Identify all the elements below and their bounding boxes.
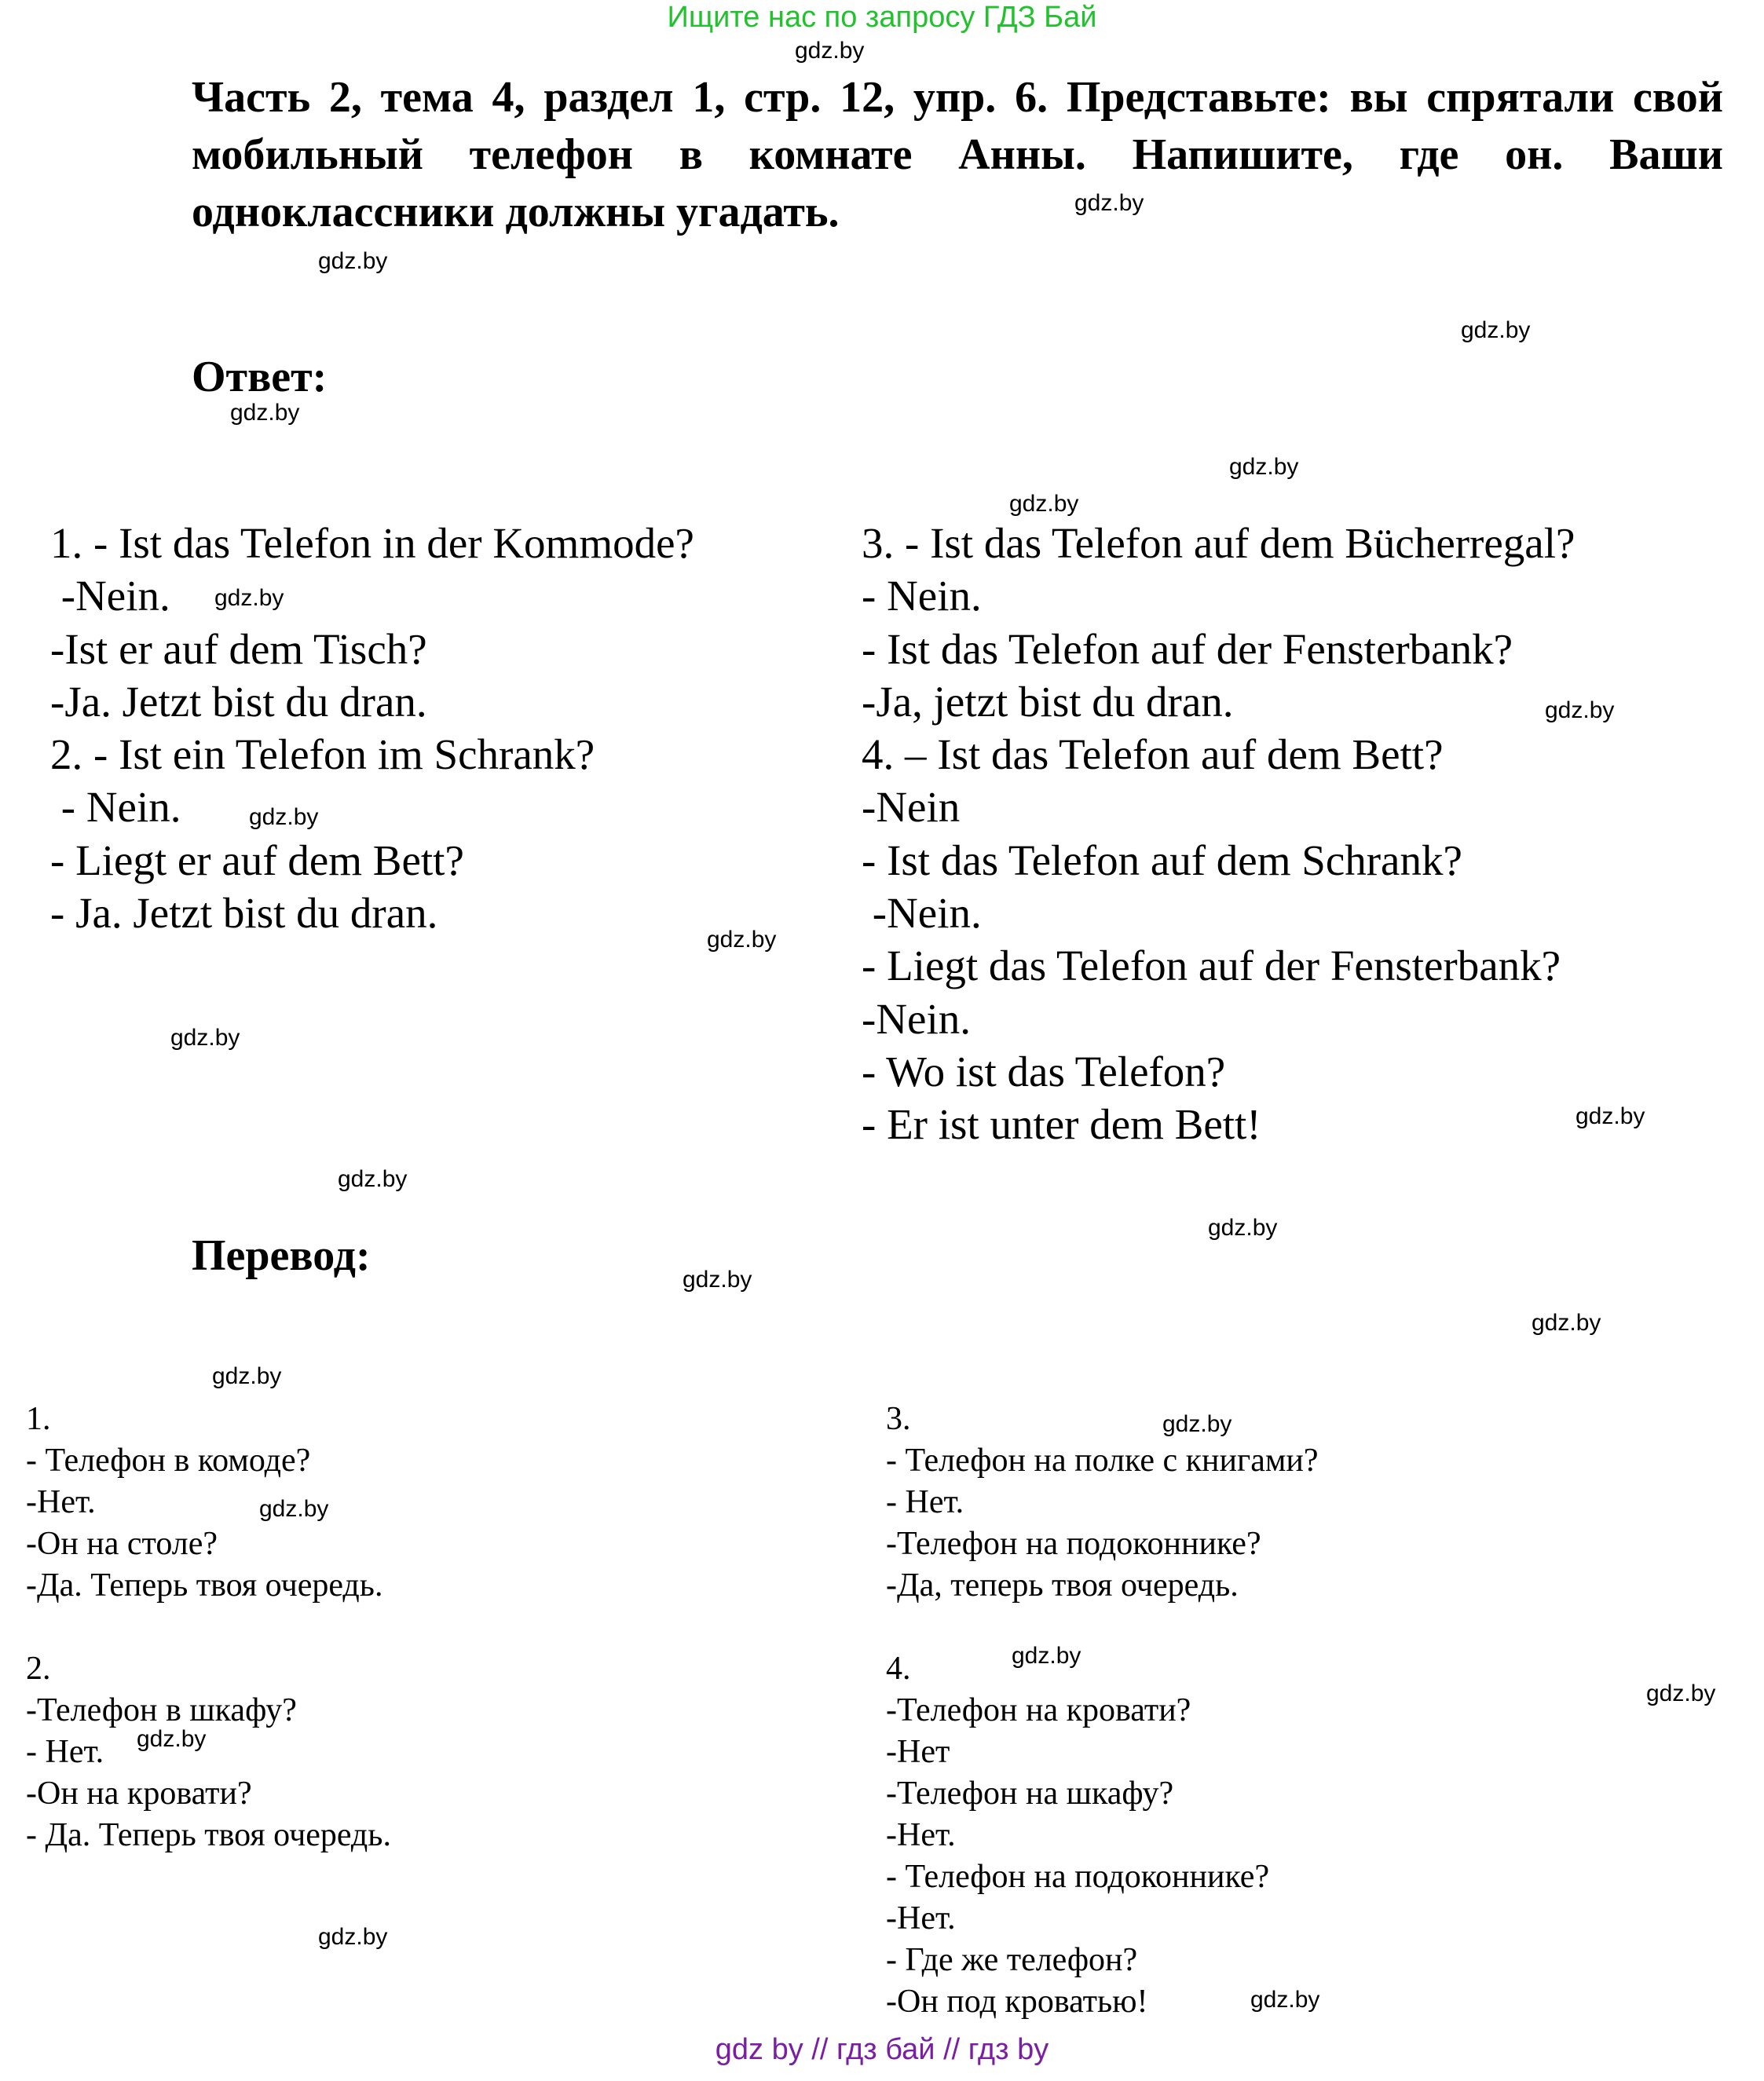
translation-line: - Да. Теперь твоя очередь. <box>26 1817 391 1853</box>
translation-line: - Нет. <box>26 1734 104 1770</box>
watermark: gdz.by <box>214 585 284 611</box>
watermark: gdz.by <box>170 1025 240 1051</box>
task-line: мобильный телефон в комнате Анны. Напишите, где он. Ваши <box>192 130 1723 179</box>
translation-line: 4. <box>886 1651 911 1687</box>
watermark: gdz.by <box>318 1924 388 1950</box>
watermark: gdz.by <box>1208 1215 1278 1241</box>
watermark: gdz.by <box>212 1363 282 1389</box>
watermark: gdz.by <box>338 1166 408 1192</box>
watermark: gdz.by <box>1461 317 1531 343</box>
answer-line: 1. - Ist das Telefon in der Kommode? <box>50 519 694 567</box>
watermark: gdz.by <box>1545 697 1615 723</box>
translation-line: -Телефон на шкафу? <box>886 1776 1174 1812</box>
answer-line: -Ja. Jetzt bist du dran. <box>50 677 427 726</box>
answer-line: - Nein. <box>50 783 181 832</box>
watermark: gdz.by <box>1576 1103 1645 1129</box>
translation-line: -Нет. <box>886 1900 956 1937</box>
watermark: gdz.by <box>1532 1310 1601 1336</box>
answer-line: -Ja, jetzt bist du dran. <box>862 677 1234 726</box>
translation-line: -Он на столе? <box>26 1526 218 1562</box>
translation-line: -Нет. <box>886 1817 956 1853</box>
answer-line: - Ist das Telefon auf der Fensterbank? <box>862 624 1513 673</box>
translation-spacer <box>26 1607 391 1648</box>
watermark: gdz.by <box>1074 190 1144 216</box>
site-banner[interactable]: Ищите нас по запросу ГДЗ Бай <box>667 1 1097 34</box>
watermark: gdz.by <box>249 804 319 830</box>
watermark: gdz.by <box>230 400 300 426</box>
answer-line: -Nein. <box>50 572 170 620</box>
watermark: gdz.by <box>1009 491 1079 517</box>
translation-line: - Нет. <box>886 1484 964 1520</box>
translation-line: -Телефон на подоконнике? <box>886 1526 1261 1562</box>
watermark: gdz.by <box>795 38 865 64</box>
translation-line: -Нет. <box>26 1484 96 1520</box>
translation-line: -Телефон в шкафу? <box>26 1692 297 1728</box>
answer-line: - Nein. <box>862 572 982 620</box>
translation-line: -Нет <box>886 1734 950 1770</box>
translation-line: - Телефон на полке с книгами? <box>886 1443 1319 1479</box>
watermark: gdz.by <box>707 927 777 953</box>
answer-line: -Nein. <box>862 889 982 938</box>
watermark: gdz.by <box>1229 454 1299 480</box>
translation-right-column <box>886 1399 1319 2023</box>
answer-line: - Ja. Jetzt bist du dran. <box>50 889 438 938</box>
answer-line: 3. - Ist das Telefon auf dem Bücherregal? <box>862 519 1576 567</box>
answer-line: - Wo ist das Telefon? <box>862 1047 1226 1095</box>
translation-heading: Перевод: <box>192 1231 371 1280</box>
answer-line: -Nein. <box>862 994 971 1043</box>
answer-line: - Ist das Telefon auf dem Schrank? <box>862 836 1462 884</box>
translation-spacer <box>886 1607 1319 1648</box>
translation-line: - Где же телефон? <box>886 1942 1138 1978</box>
translation-line: - Телефон на подоконнике? <box>886 1859 1270 1895</box>
answer-right-column <box>862 517 1575 1151</box>
answer-line: -Ist er auf dem Tisch? <box>50 624 427 673</box>
watermark: gdz.by <box>259 1496 329 1522</box>
task-line: одноклассники должны угадать. <box>192 188 840 236</box>
translation-line: - Телефон в комоде? <box>26 1443 311 1479</box>
answer-line: 4. – Ist das Telefon auf dem Bett? <box>862 730 1444 779</box>
footer-links[interactable]: gdz by // гдз бай // гдз by <box>715 2033 1049 2066</box>
translation-line: -Он на кровати? <box>26 1776 252 1812</box>
answer-line: - Liegt er auf dem Bett? <box>50 836 464 884</box>
answer-left-column <box>50 517 694 939</box>
task-line: Часть 2, тема 4, раздел 1, стр. 12, упр. 6. Представьте: вы спрятали свой <box>192 73 1723 122</box>
watermark: gdz.by <box>1162 1411 1232 1437</box>
translation-line: 3. <box>886 1401 911 1437</box>
watermark: gdz.by <box>683 1267 752 1293</box>
translation-line: 1. <box>26 1401 51 1437</box>
watermark: gdz.by <box>1646 1681 1716 1706</box>
translation-line: -Да, теперь твоя очередь. <box>886 1567 1239 1604</box>
translation-line: -Да. Теперь твоя очередь. <box>26 1567 383 1604</box>
answer-heading: Ответ: <box>192 353 328 401</box>
answer-line: - Liegt das Telefon auf der Fensterbank? <box>862 942 1561 990</box>
translation-line: -Он под кроватью! <box>886 1984 1148 2020</box>
translation-line: 2. <box>26 1651 51 1687</box>
answer-line: 2. - Ist ein Telefon im Schrank? <box>50 730 595 779</box>
answer-line: -Nein <box>862 783 961 832</box>
watermark: gdz.by <box>1012 1643 1081 1669</box>
watermark: gdz.by <box>137 1726 207 1752</box>
watermark: gdz.by <box>318 248 388 274</box>
watermark: gdz.by <box>1250 1987 1320 2013</box>
translation-line: -Телефон на кровати? <box>886 1692 1191 1728</box>
translation-left-column <box>26 1399 391 1856</box>
answer-line: - Er ist unter dem Bett! <box>862 1100 1261 1149</box>
task-statement <box>192 69 1723 241</box>
